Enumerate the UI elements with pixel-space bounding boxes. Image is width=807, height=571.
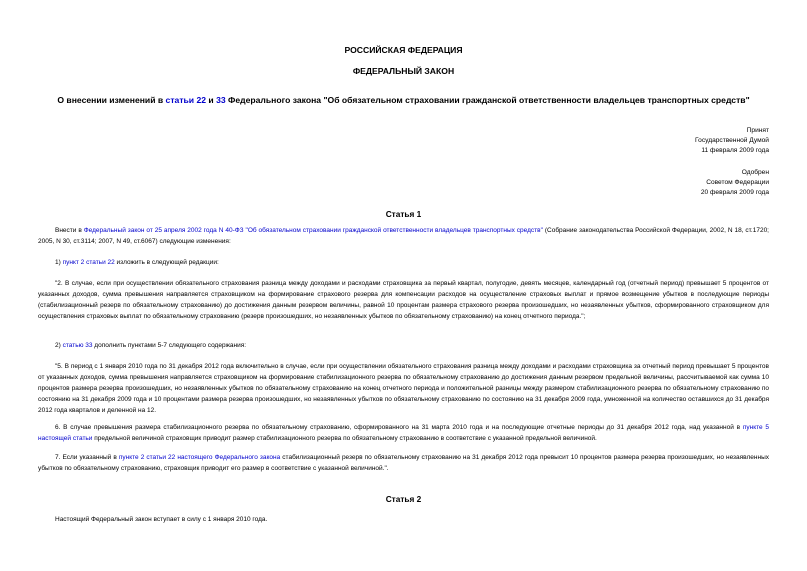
- law-title: [0, 95, 807, 105]
- adopted-block: [695, 126, 769, 156]
- article-1-heading: Статья 1: [385, 209, 422, 219]
- article-2-text: Настоящий Федеральный закон вступает в силу с 1 января 2010 года.: [55, 516, 268, 523]
- paragraph-5: "5. В период с 1 января 2010 года по 31 декабря 2012 года включительно в случае, если при осуществлении обязательного страхования разница между доходами и расходами страховщика за отчетный период превышает 5 процентов от указанных доходов, сумма превышения направляется страховщиком на формирование стабилизационного резерва по обязательному страхованию до достижения данным резервом предельной величины, рассчитываемой как сумма 10 процентов размера резерва произошедших, но незаявленных убытков по обязательному страхованию на конец отчетного периода и положительной разницы между размером стабилизационного резерва по обязательному страхованию по состоянию на 31 декабря 2009 года и 10 процентами размера резерва произошедших, но незаявленных убытков по обязательному страхованию по состоянию на 31 декабря 2009 года, умноженной на количество оставшихся до 31 декабря 2012 года кварталов и деленной на 12.: [38, 363, 769, 414]
- item-1-link[interactable]: пункт 2 статьи 22: [62, 259, 115, 266]
- federation-heading: РОССИЙСКАЯ ФЕДЕРАЦИЯ: [344, 45, 463, 55]
- title-and: и: [206, 95, 217, 105]
- item-2-text: дополнить пунктами 5-7 следующего содержания:: [92, 342, 247, 349]
- paragraph-7-start: 7. Если указанный в: [55, 454, 119, 461]
- title-suffix: Федерального закона "Об обязательном страховании гражданской ответственности владельцев транспортных средств": [225, 95, 750, 105]
- article-1-intro: [38, 225, 769, 247]
- paragraph-6-link[interactable]: пункте 5 настоящей статьи: [38, 424, 769, 442]
- paragraph-6: [38, 422, 769, 444]
- paragraph-7-end: стабилизационный резерв по обязательному страхованию на 31 декабря 2012 года превысит 10 процентов размера резерва произошедших, но незаявленных убытков по обязательному страхованию, страховщик приводит его размер в соответствие с указанной величиной.".: [38, 454, 769, 472]
- item-2-number: 2): [55, 342, 63, 349]
- item-2: [55, 340, 769, 351]
- item-1-number: 1): [55, 259, 63, 266]
- adopted-line-2: Государственной Думой: [695, 137, 769, 144]
- intro-suffix: (Собрание законодательства Российской Федерации, 2002, N 18, ст.1720; 2005, N 30, ст.3114; 2007, N 49, ст.6067) следующие изменения:: [38, 227, 769, 245]
- paragraph-7-link[interactable]: пункте 2 статьи 22 настоящего Федерального закона: [118, 454, 281, 461]
- law-type-heading: ФЕДЕРАЛЬНЫЙ ЗАКОН: [352, 66, 455, 76]
- paragraph-6-start: 6. В случае превышения размера стабилизационного резерва по обязательному страхованию, сформированного на 31 марта 2010 года и на последующие отчетные периоды до 31 декабря 2012 года, над указанной в: [55, 424, 743, 431]
- approved-line-2: Советом Федерации: [706, 179, 769, 186]
- federal-law-link[interactable]: Федеральный закон от 25 апреля 2002 года N 40-ФЗ "Об обязательном страховании гражданской ответственности владельцев транспортных средств": [83, 227, 543, 234]
- article-2-heading: Статья 2: [385, 494, 422, 504]
- paragraph-6-end: предельной величиной страховщик приводит размер стабилизационного резерва по обязательному страхованию в соответствие с указанной предельной величиной.: [92, 435, 597, 442]
- item-1-quote: "2. В случае, если при осуществлении обязательного страхования разница между доходами и расходами страховщика за первый квартал, полугодие, девять месяцев, календарный год (отчетный период) превышает 5 процентов от указанных доходов, сумма превышения направляется страховщиком на формирование страхового резерва для компенсации расходов на осуществление страховых выплат и прямое возмещение убытков в последующие периоды (стабилизационный резерв по обязательному страхованию) до достижения данным резервом величины, равной 10 процентам размера страхового резерва произошедших, но незаявленных убытков, сформированного страховщиком для осуществления страховых выплат по обязательному страхованию (резерв произошедших, но незаявленных убытков по обязательному страхованию) на конец отчетного периода.";: [38, 280, 769, 320]
- title-prefix: О внесении изменений в: [57, 95, 166, 105]
- approved-line-1: Одобрен: [741, 169, 769, 176]
- title-link-article-22[interactable]: статьи 22: [165, 95, 207, 105]
- item-1: [55, 257, 769, 268]
- item-1-text: изложить в следующей редакции:: [114, 259, 219, 266]
- adopted-line-1: Принят: [746, 127, 769, 134]
- adopted-line-3: 11 февраля 2009 года: [701, 147, 769, 154]
- intro-prefix: Внести в: [55, 227, 84, 234]
- title-link-article-33[interactable]: 33: [216, 95, 226, 105]
- item-2-link[interactable]: статью 33: [62, 342, 93, 349]
- approved-block: [701, 168, 769, 198]
- paragraph-7: [38, 452, 769, 474]
- approved-line-3: 20 февраля 2009 года: [700, 189, 769, 196]
